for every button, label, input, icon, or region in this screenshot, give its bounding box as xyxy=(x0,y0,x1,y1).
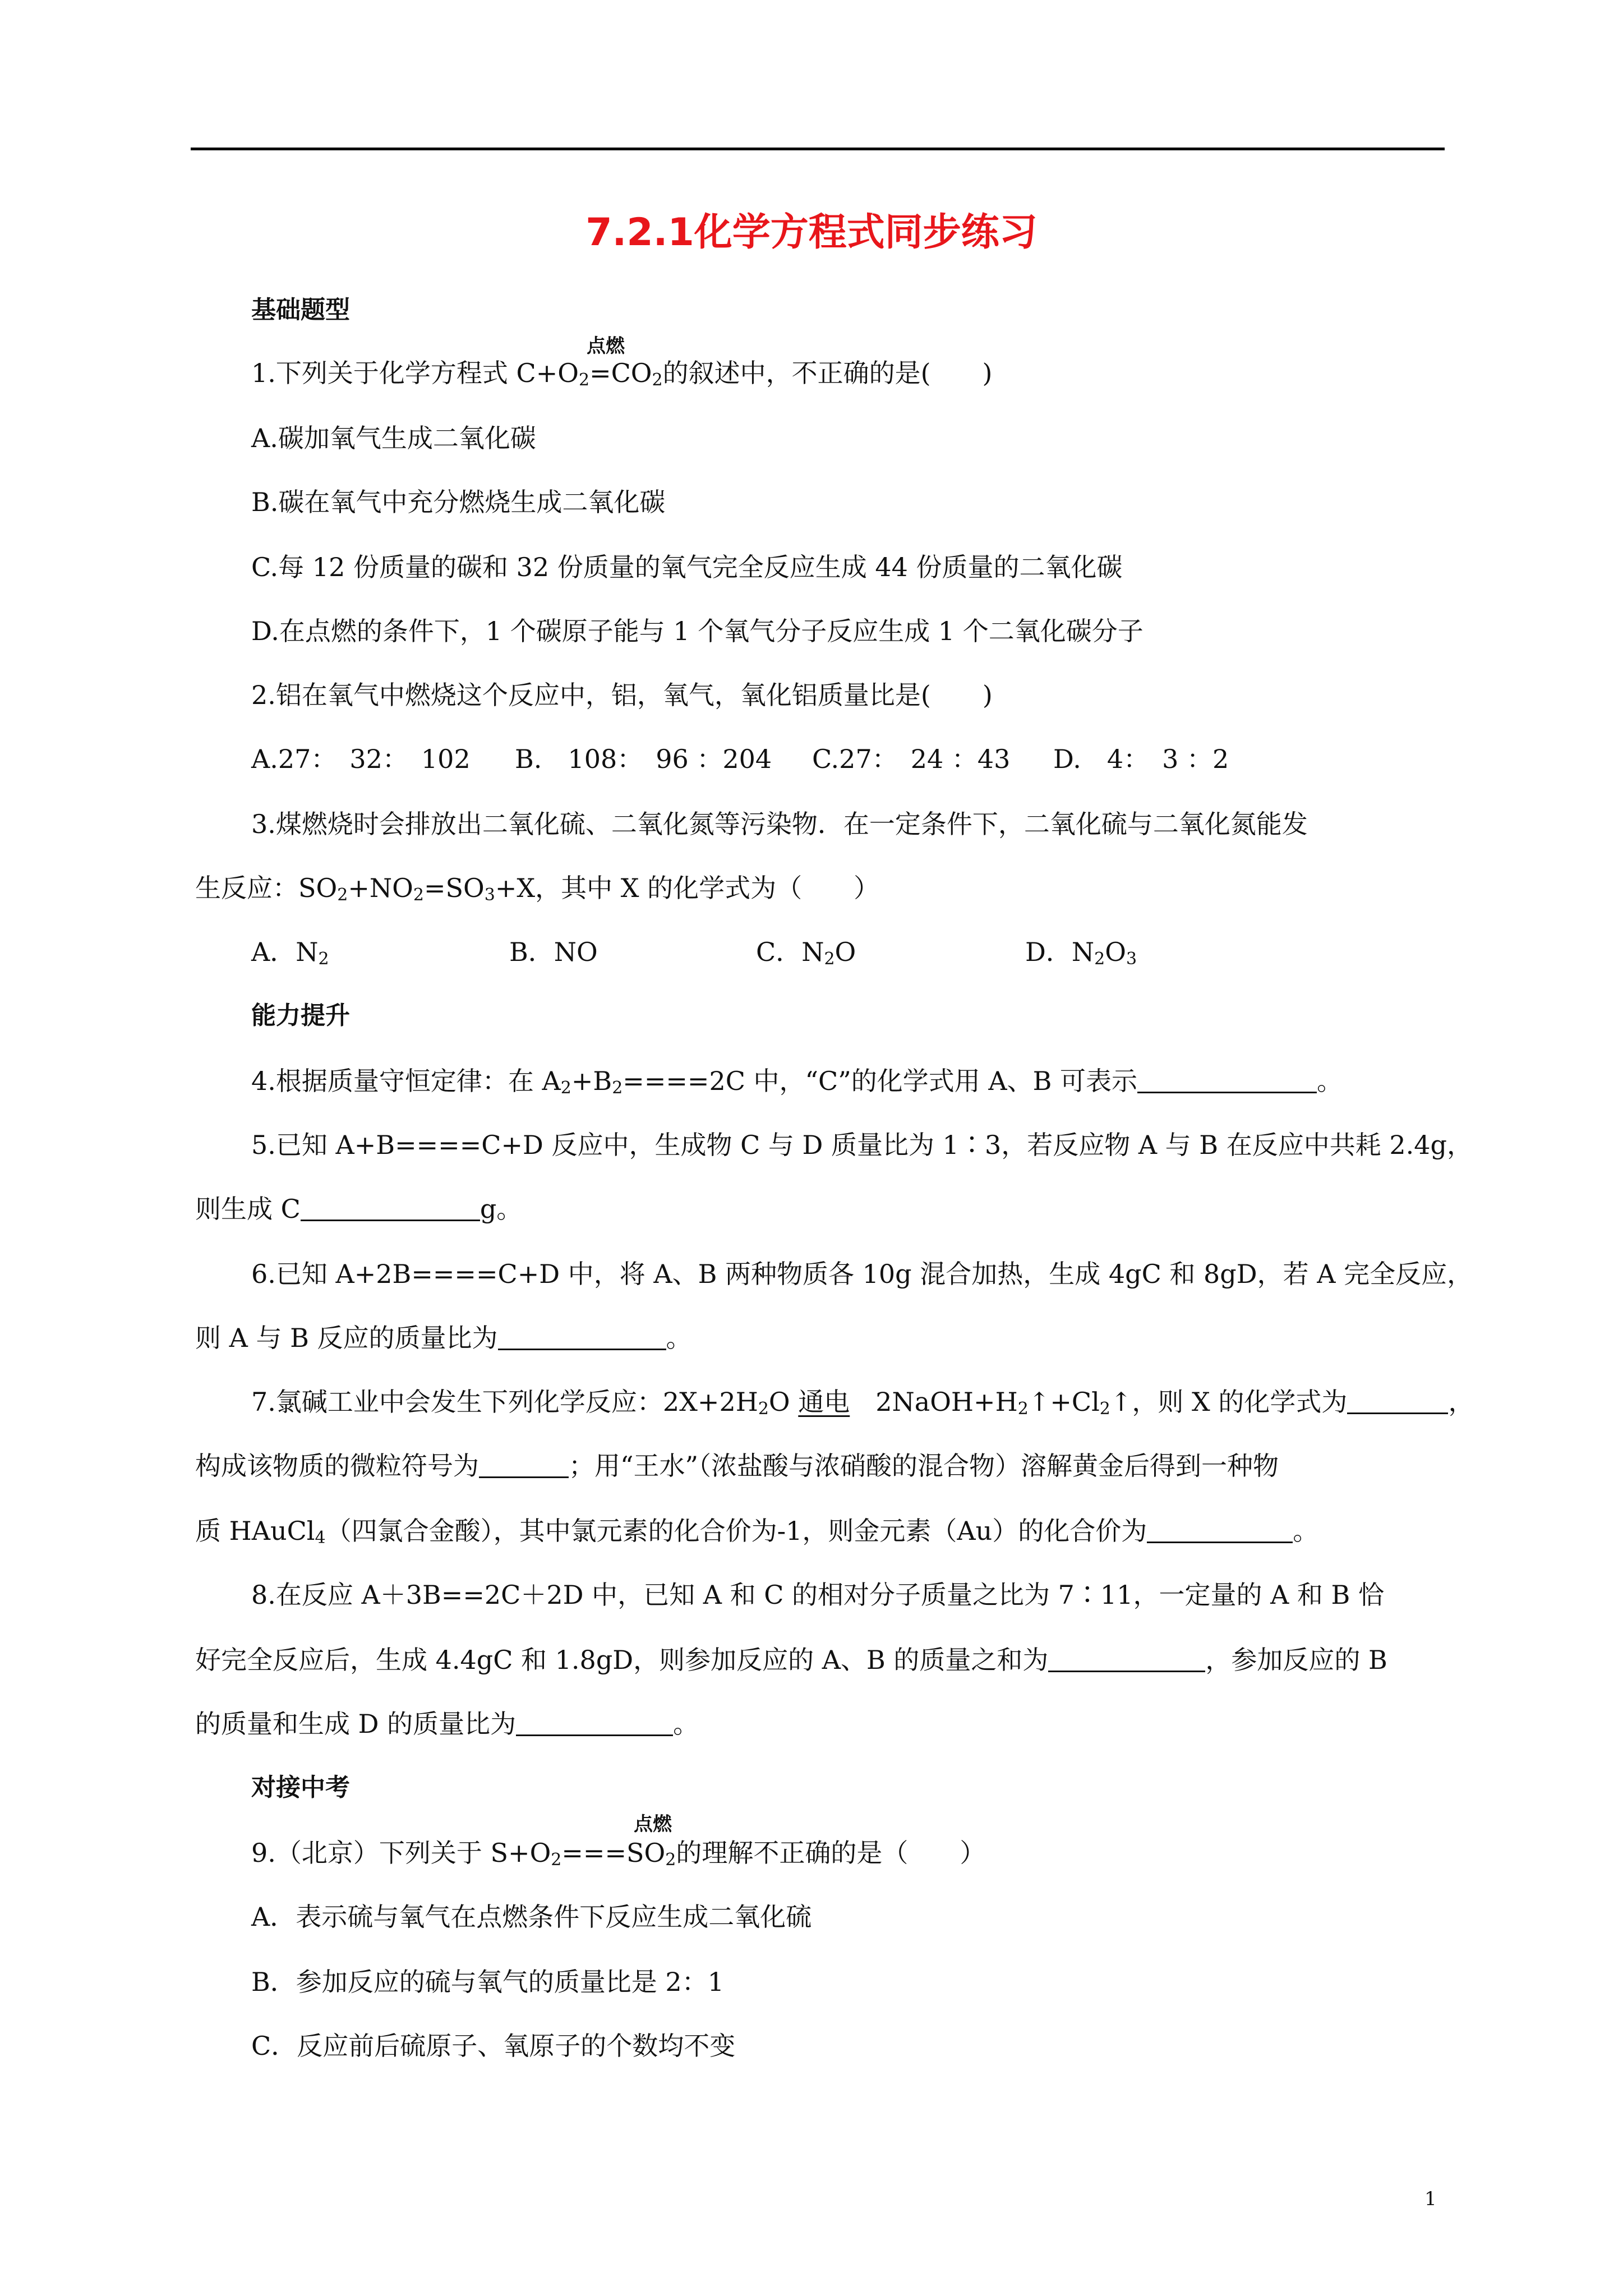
q8-answer-blank-ratio[interactable] xyxy=(516,1706,673,1736)
q7-stem-line1: 7.氯碱工业中会发生下列化学反应：$2X+2H_2O$ 通电 $2NaOH+H_2↑+Cl_2↑$，则 X 的化学式为 ， xyxy=(251,1383,1455,1420)
q3-option-c: C．$N_2O$ xyxy=(756,937,856,969)
q9-option-c: C．反应前后硫原子、氧原子的个数均不变 xyxy=(251,2031,736,2061)
q7-stem-line3: 质 HAuCl$_4$（四氯合金酸），其中氯元素的化合价为-1，则金元素（Au）的化合价为 。 xyxy=(195,1512,1455,1549)
q6-stem-line2: 则 A 与 B 反应的质量比为 。 xyxy=(195,1319,1455,1356)
page-title: 7.2.1化学方程式同步练习 xyxy=(585,210,1038,255)
q6-stem-line1: 6.已知 A+2B====C+D 中，将 A、B 两种物质各 10g 混合加热，生成 4gC 和 8gD，若 A 完全反应， xyxy=(251,1259,1473,1289)
q2-option-a: A.27： 32： 102 xyxy=(251,744,471,774)
q5-answer-blank[interactable] xyxy=(301,1191,480,1221)
q3-options xyxy=(251,933,1455,970)
q8-answer-blank-sum[interactable] xyxy=(1048,1642,1205,1672)
q1-option-a: A.碳加氧气生成二氧化碳 xyxy=(251,423,536,453)
q3-option-a: A．$N_2$ xyxy=(251,937,329,969)
q7-answer-blank-particle[interactable] xyxy=(479,1448,569,1478)
q1-option-c: C.每 12 份质量的碳和 32 份质量的氧气完全反应生成 44 份质量的二氧化碳 xyxy=(251,552,1123,582)
section-heading-basic: 基础题型 xyxy=(251,296,350,324)
q1-stem: 1.下列关于化学方程式 $C+O_2=CO_2$的叙述中，不正确的是( ) xyxy=(251,358,993,390)
q2-stem: 2.铝在氧气中燃烧这个反应中，铝，氧气，氧化铝质量比是( ) xyxy=(251,680,993,710)
q1-option-b: B.碳在氧气中充分燃烧生成二氧化碳 xyxy=(251,487,666,517)
q5-stem-line1: 5.已知 A+B====C+D 反应中，生成物 C 与 D 质量比为 1∶3，若反应物 A 与 B 在反应中共耗 2.4g， xyxy=(251,1130,1473,1160)
q2-option-b: B. 108： 96 ：204 xyxy=(515,744,772,774)
q9-stem: 9.（北京）下列关于 $S+O_2===SO_2$的理解不正确的是（ ） xyxy=(251,1838,986,1870)
q3-option-b: B．NO xyxy=(509,937,598,967)
q4-stem: 4.根据质量守恒定律：在 $A_2+B_2====2C$ 中，“C”的化学式用 A、B 可表示 。 xyxy=(251,1062,1455,1099)
q7-answer-blank-formula[interactable] xyxy=(1347,1384,1448,1414)
q3-stem-line1: 3.煤燃烧时会排放出二氧化硫、二氧化氮等污染物．在一定条件下，二氧化硫与二氧化氮能发 xyxy=(251,809,1308,839)
q1-option-d: D.在点燃的条件下，1 个碳原子能与 1 个氧气分子反应生成 1 个二氧化碳分子 xyxy=(251,616,1144,646)
q6-answer-blank[interactable] xyxy=(498,1320,666,1350)
q8-stem-line3: 的质量和生成 D 的质量比为 。 xyxy=(195,1705,1455,1742)
q9-option-b: B．参加反应的硫与氧气的质量比是 2：1 xyxy=(251,1967,724,1997)
q7-answer-blank-valence[interactable] xyxy=(1147,1513,1293,1543)
q2-options xyxy=(251,740,1455,777)
q8-stem-line1: 8.在反应 A＋3B==2C＋2D 中，已知 A 和 C 的相对分子质量之比为 7∶11，一定量的 A 和 B 恰 xyxy=(251,1580,1384,1610)
q7-stem-line2: 构成该物质的微粒符号为 ；用“王水”（浓盐酸与浓硝酸的混合物）溶解黄金后得到一种物 xyxy=(195,1447,1455,1484)
q9-condition-label: 点燃 xyxy=(634,1813,672,1835)
q2-option-d: D. 4： 3 ：2 xyxy=(1053,744,1229,774)
q7-condition-label: 通电 xyxy=(798,1387,850,1417)
q4-answer-blank[interactable] xyxy=(1137,1064,1317,1093)
q8-stem-line2: 好完全反应后，生成 4.4gC 和 1.8gD，则参加反应的 A、B 的质量之和为 ，参加反应的 B xyxy=(195,1641,1455,1678)
section-heading-ability: 能力提升 xyxy=(251,1001,350,1030)
q9-option-a: A．表示硫与氧气在点燃条件下反应生成二氧化硫 xyxy=(251,1902,812,1932)
q1-condition-label: 点燃 xyxy=(587,335,625,357)
header-rule xyxy=(191,148,1445,150)
section-heading-exam: 对接中考 xyxy=(251,1773,350,1802)
q3-stem-line2: 生反应：$SO_2+NO_2=SO_3+X$，其中 X 的化学式为（ ） xyxy=(195,873,880,905)
q5-stem-line2: 则生成 C g。 xyxy=(195,1190,1455,1227)
page-number: 1 xyxy=(1424,2188,1437,2210)
q3-option-d: D．$N_2O_3$ xyxy=(1025,937,1137,969)
q2-option-c: C.27： 24 ：43 xyxy=(812,744,1011,774)
